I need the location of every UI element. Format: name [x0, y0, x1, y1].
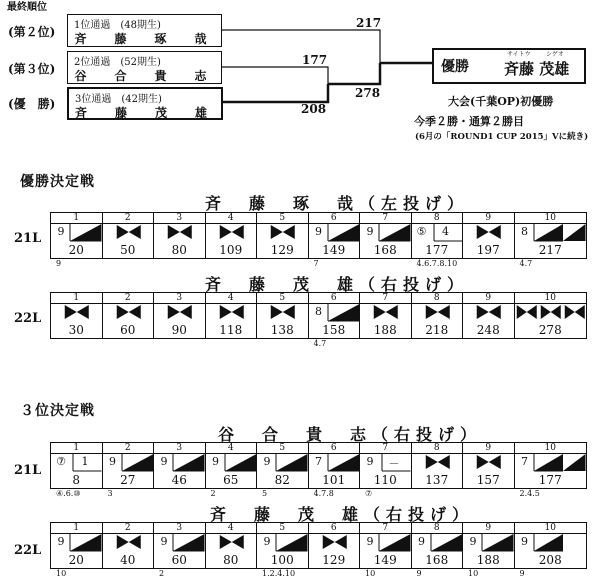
cumulative-score: 50 [120, 243, 136, 257]
strike-mark [477, 305, 501, 319]
note-1: 大会(千葉OP)初優勝 [448, 95, 554, 108]
champion-label: 優勝 [441, 59, 469, 75]
strike-mark [477, 455, 501, 469]
player-name: 斉 藤 琢 哉 [74, 32, 215, 46]
frame-1 [51, 293, 103, 338]
note-2: 今季２勝・通算２勝目 [414, 115, 524, 128]
cumulative-score: 218 [425, 323, 449, 337]
frame-number: 6 [309, 443, 360, 454]
pins-left-note: 10 [56, 569, 67, 578]
strike-mark [116, 225, 140, 239]
frame-number: 7 [360, 293, 411, 304]
strike-mark [322, 535, 346, 549]
strike-mark [219, 535, 243, 549]
spare-mark [276, 534, 308, 551]
first-ball: 9 [160, 535, 168, 548]
frame-3 [154, 293, 206, 338]
first-ball: 9 [263, 535, 271, 548]
first-ball: 9 [212, 455, 219, 468]
spare-mark [534, 454, 563, 471]
pins-left-note: ④.6.⑩ [56, 489, 81, 498]
first-ball: 8 [521, 225, 528, 238]
frame-number: 1 [51, 443, 102, 454]
strike-mark [271, 305, 295, 319]
cumulative-score: 197 [476, 243, 500, 257]
strike-mark [219, 305, 243, 319]
frame-3 [154, 443, 206, 488]
frame-9 [463, 443, 515, 488]
cumulative-score: 46 [171, 473, 187, 487]
frame-6 [309, 213, 361, 258]
cumulative-score: 80 [171, 243, 187, 257]
frame-number: 2 [103, 213, 154, 224]
frame-number: 3 [154, 443, 205, 454]
pins-left-note: 10 [468, 569, 479, 578]
frame-2 [103, 293, 155, 338]
cumulative-score: 27 [120, 473, 136, 487]
cumulative-score: 168 [373, 243, 397, 257]
frame-2 [103, 213, 155, 258]
player-header: 谷 合 貴 志（右投げ） [218, 425, 483, 444]
frame-number: 4 [206, 293, 257, 304]
cumulative-score: 137 [425, 473, 449, 487]
first-ball: 9 [469, 535, 477, 548]
frame-1 [51, 523, 103, 568]
cumulative-score: 20 [68, 553, 84, 567]
frame-number: 5 [257, 443, 308, 454]
first-ball: 9 [57, 535, 65, 548]
spare-mark [328, 224, 360, 241]
frame-3 [154, 523, 206, 568]
pins-left-note: ⑦ [365, 489, 373, 498]
strike-mark [425, 305, 449, 319]
frame-number: 3 [154, 213, 205, 224]
cumulative-score: 100 [270, 553, 294, 567]
frame-number: 3 [154, 523, 205, 534]
section-title: ３位決定戦 [20, 403, 95, 419]
first-ball: 7 [315, 455, 322, 468]
first-ball: 9 [57, 225, 65, 238]
cumulative-score: 217 [538, 243, 562, 257]
frame-number: 8 [412, 443, 463, 454]
champion-box [432, 48, 586, 84]
spare-mark [70, 224, 102, 241]
cumulative-score: 118 [219, 323, 243, 337]
frame-number: 7 [360, 443, 411, 454]
pins-left-note: 9 [416, 569, 422, 578]
cumulative-score: 248 [476, 323, 500, 337]
cumulative-score: 101 [322, 473, 346, 487]
first-ball: ⑤ [416, 225, 427, 238]
pins-left-note: 4.7 [519, 259, 533, 268]
pins-left-note: 2 [159, 569, 165, 578]
pins-left-note: 3 [107, 489, 113, 498]
first-ball: 9 [315, 225, 322, 238]
first-ball: 9 [366, 225, 374, 238]
score-sheet [50, 292, 587, 339]
score-sheet [50, 442, 587, 489]
frame-10 [515, 213, 587, 258]
frame-number: 5 [257, 213, 308, 224]
strike-mark [168, 305, 192, 319]
first-ball: 9 [263, 455, 271, 468]
frame-number: 2 [103, 523, 154, 534]
cumulative-score: 8 [72, 473, 81, 487]
seed-label: 1位通過 (48期生) [74, 20, 161, 31]
frame-4 [206, 213, 258, 258]
player-header: 斉 藤 琢 哉（左投げ） [205, 194, 470, 213]
spare-mark [379, 224, 411, 241]
first-ball: 9 [521, 535, 528, 548]
cumulative-score: 30 [68, 323, 84, 337]
frame-2 [103, 443, 155, 488]
frame-number: 6 [309, 213, 360, 224]
frame-5 [257, 443, 309, 488]
spare-mark [534, 224, 563, 241]
frame-number: 8 [412, 523, 463, 534]
spare-mark [173, 534, 205, 551]
spare-mark [276, 454, 308, 471]
cumulative-score: 129 [270, 243, 294, 257]
frame-1 [51, 443, 103, 488]
strike-mark [271, 225, 295, 239]
frame-10 [515, 443, 587, 488]
frame-4 [206, 443, 258, 488]
frame-number: 4 [206, 523, 257, 534]
pins-left-note: 9 [56, 259, 62, 268]
first-ball: 9 [366, 455, 374, 468]
section-title: 優勝決定戦 [20, 174, 95, 190]
spare-mark [328, 454, 360, 471]
frame-6 [309, 293, 361, 338]
frame-number: 10 [515, 293, 587, 304]
frame-number: 10 [515, 213, 587, 224]
ruby-surname: サイトウ [507, 51, 531, 58]
frame-4 [206, 293, 258, 338]
player-header: 斉 藤 茂 雄（右投げ） [205, 275, 470, 294]
frame-number: 4 [206, 213, 257, 224]
spare-mark [379, 534, 411, 551]
frame-number: 5 [257, 293, 308, 304]
champion-name: 斉藤 茂雄 [504, 60, 570, 78]
spare-mark [328, 304, 360, 321]
frame-number: 1 [51, 523, 102, 534]
frame-number: 7 [360, 523, 411, 534]
strike-mark [65, 305, 89, 319]
spare-mark [122, 454, 154, 471]
cumulative-score: 80 [223, 553, 239, 567]
frame-8 [412, 213, 464, 258]
spare-mark [482, 534, 514, 551]
cumulative-score: 20 [68, 243, 84, 257]
second-ball: － [388, 457, 400, 470]
cumulative-score: 177 [538, 473, 562, 487]
cumulative-score: 129 [322, 553, 346, 567]
score-semi-top: 177 [302, 53, 328, 67]
frame-number: 6 [309, 293, 360, 304]
cumulative-score: 138 [270, 323, 294, 337]
strike-mark [477, 225, 501, 239]
cumulative-score: 177 [425, 243, 449, 257]
cumulative-score: 110 [373, 473, 397, 487]
first-ball: ⑦ [56, 455, 66, 468]
pins-left-note: 2.4.5 [519, 489, 540, 498]
frame-7 [360, 523, 412, 568]
strike-mark [563, 454, 586, 471]
lane-label: 22L [14, 543, 42, 558]
strike-mark [116, 305, 140, 319]
frame-number: 9 [463, 443, 514, 454]
frame-6 [309, 443, 361, 488]
lane-label: 21L [14, 231, 42, 246]
frame-number: 9 [463, 523, 514, 534]
score-semi-bottom: 208 [301, 102, 327, 116]
spare-mark [431, 534, 463, 551]
first-ball: 9 [109, 455, 116, 468]
cumulative-score: 168 [425, 553, 449, 567]
cumulative-score: 208 [538, 553, 562, 567]
pins-left-note: 7 [313, 259, 319, 268]
score-final-bottom: 278 [355, 86, 381, 100]
cumulative-score: 157 [476, 473, 500, 487]
frame-number: 2 [103, 293, 154, 304]
position-label: (第３位) [8, 62, 56, 76]
frame-7 [360, 213, 412, 258]
frame-9 [463, 213, 515, 258]
cumulative-score: 188 [476, 553, 500, 567]
frame-2 [103, 523, 155, 568]
frame-number: 7 [360, 213, 411, 224]
player-name: 斉 藤 茂 雄 [74, 106, 215, 120]
first-ball: 8 [315, 305, 322, 318]
frame-number: 2 [103, 443, 154, 454]
frame-number: 3 [154, 293, 205, 304]
pins-left-note: 4.7 [313, 339, 327, 348]
frame-number: 9 [463, 293, 514, 304]
strike-mark [219, 225, 243, 239]
first-ball: 7 [521, 455, 528, 468]
frame-8 [412, 293, 464, 338]
score-final-top: 217 [356, 16, 382, 30]
cumulative-score: 65 [223, 473, 239, 487]
cumulative-score: 82 [274, 473, 290, 487]
cumulative-score: 60 [171, 553, 187, 567]
seed-label: 2位通過 (52期生) [74, 57, 161, 68]
cumulative-score: 60 [120, 323, 136, 337]
pins-left-note: 4.6.7.8.10 [416, 259, 458, 268]
frame-9 [463, 523, 515, 568]
strike-mark [168, 225, 192, 239]
cumulative-score: 90 [171, 323, 187, 337]
cumulative-score: 149 [322, 243, 346, 257]
first-ball: 9 [366, 535, 374, 548]
pins-left-note: 5 [262, 489, 268, 498]
score-sheet [50, 212, 587, 259]
lane-label: 21L [14, 463, 42, 478]
frame-8 [412, 523, 464, 568]
frame-number: 1 [51, 293, 102, 304]
frame-8 [412, 443, 464, 488]
player-header: 斉 藤 茂 雄（右投げ） [210, 505, 475, 524]
frame-number: 1 [51, 213, 102, 224]
player-name: 谷 合 貴 志 [74, 69, 215, 83]
pins-left-note: 9 [519, 569, 525, 578]
strike-mark [374, 305, 398, 319]
position-label: (第２位) [8, 25, 56, 39]
pins-left-note: 10 [365, 569, 376, 578]
frame-number: 9 [463, 213, 514, 224]
spare-mark [70, 534, 102, 551]
score-sheet [50, 522, 587, 569]
note-3: (6月の「ROUND1 CUP 2015」Vに続き) [415, 132, 589, 142]
frame-number: 4 [206, 443, 257, 454]
frame-5 [257, 523, 309, 568]
frame-7 [360, 443, 412, 488]
pins-left-note: 1.2.4.10 [262, 569, 296, 578]
strike-mark [563, 224, 586, 241]
frame-10 [515, 293, 587, 338]
cumulative-score: 149 [373, 553, 397, 567]
frame-9 [463, 293, 515, 338]
frame-4 [206, 523, 258, 568]
ranking-header: 最終順位 [7, 2, 47, 13]
frame-number: 10 [515, 443, 587, 454]
pins-left-note: 2 [210, 489, 216, 498]
frame-3 [154, 213, 206, 258]
frame-10 [515, 523, 587, 568]
cumulative-score: 109 [219, 243, 243, 257]
frame-number: 6 [309, 523, 360, 534]
ruby-given: シゲオ [546, 51, 564, 58]
cumulative-score: 158 [322, 323, 346, 337]
second-ball: 4 [442, 225, 449, 238]
spare-mark [534, 534, 563, 551]
strike-mark [116, 535, 140, 549]
frame-number: 10 [515, 523, 587, 534]
spare-mark [173, 454, 205, 471]
first-ball: 9 [160, 455, 168, 468]
frame-6 [309, 523, 361, 568]
lane-label: 22L [14, 311, 42, 326]
cumulative-score: 188 [373, 323, 397, 337]
first-ball: 9 [418, 535, 425, 548]
pins-left-note: 4.7.8 [313, 489, 334, 498]
seed-label: 3位通過 (42期生) [75, 94, 162, 105]
frame-7 [360, 293, 412, 338]
second-ball: 1 [81, 455, 89, 468]
cumulative-score: 278 [538, 323, 562, 337]
frame-5 [257, 213, 309, 258]
strike-mark [425, 455, 449, 469]
cumulative-score: 40 [120, 553, 136, 567]
position-label: (優 勝) [8, 97, 56, 111]
frame-number: 8 [412, 293, 463, 304]
frame-number: 8 [412, 213, 463, 224]
frame-1 [51, 213, 103, 258]
spare-mark [225, 454, 257, 471]
frame-number: 5 [257, 523, 308, 534]
frame-5 [257, 293, 309, 338]
